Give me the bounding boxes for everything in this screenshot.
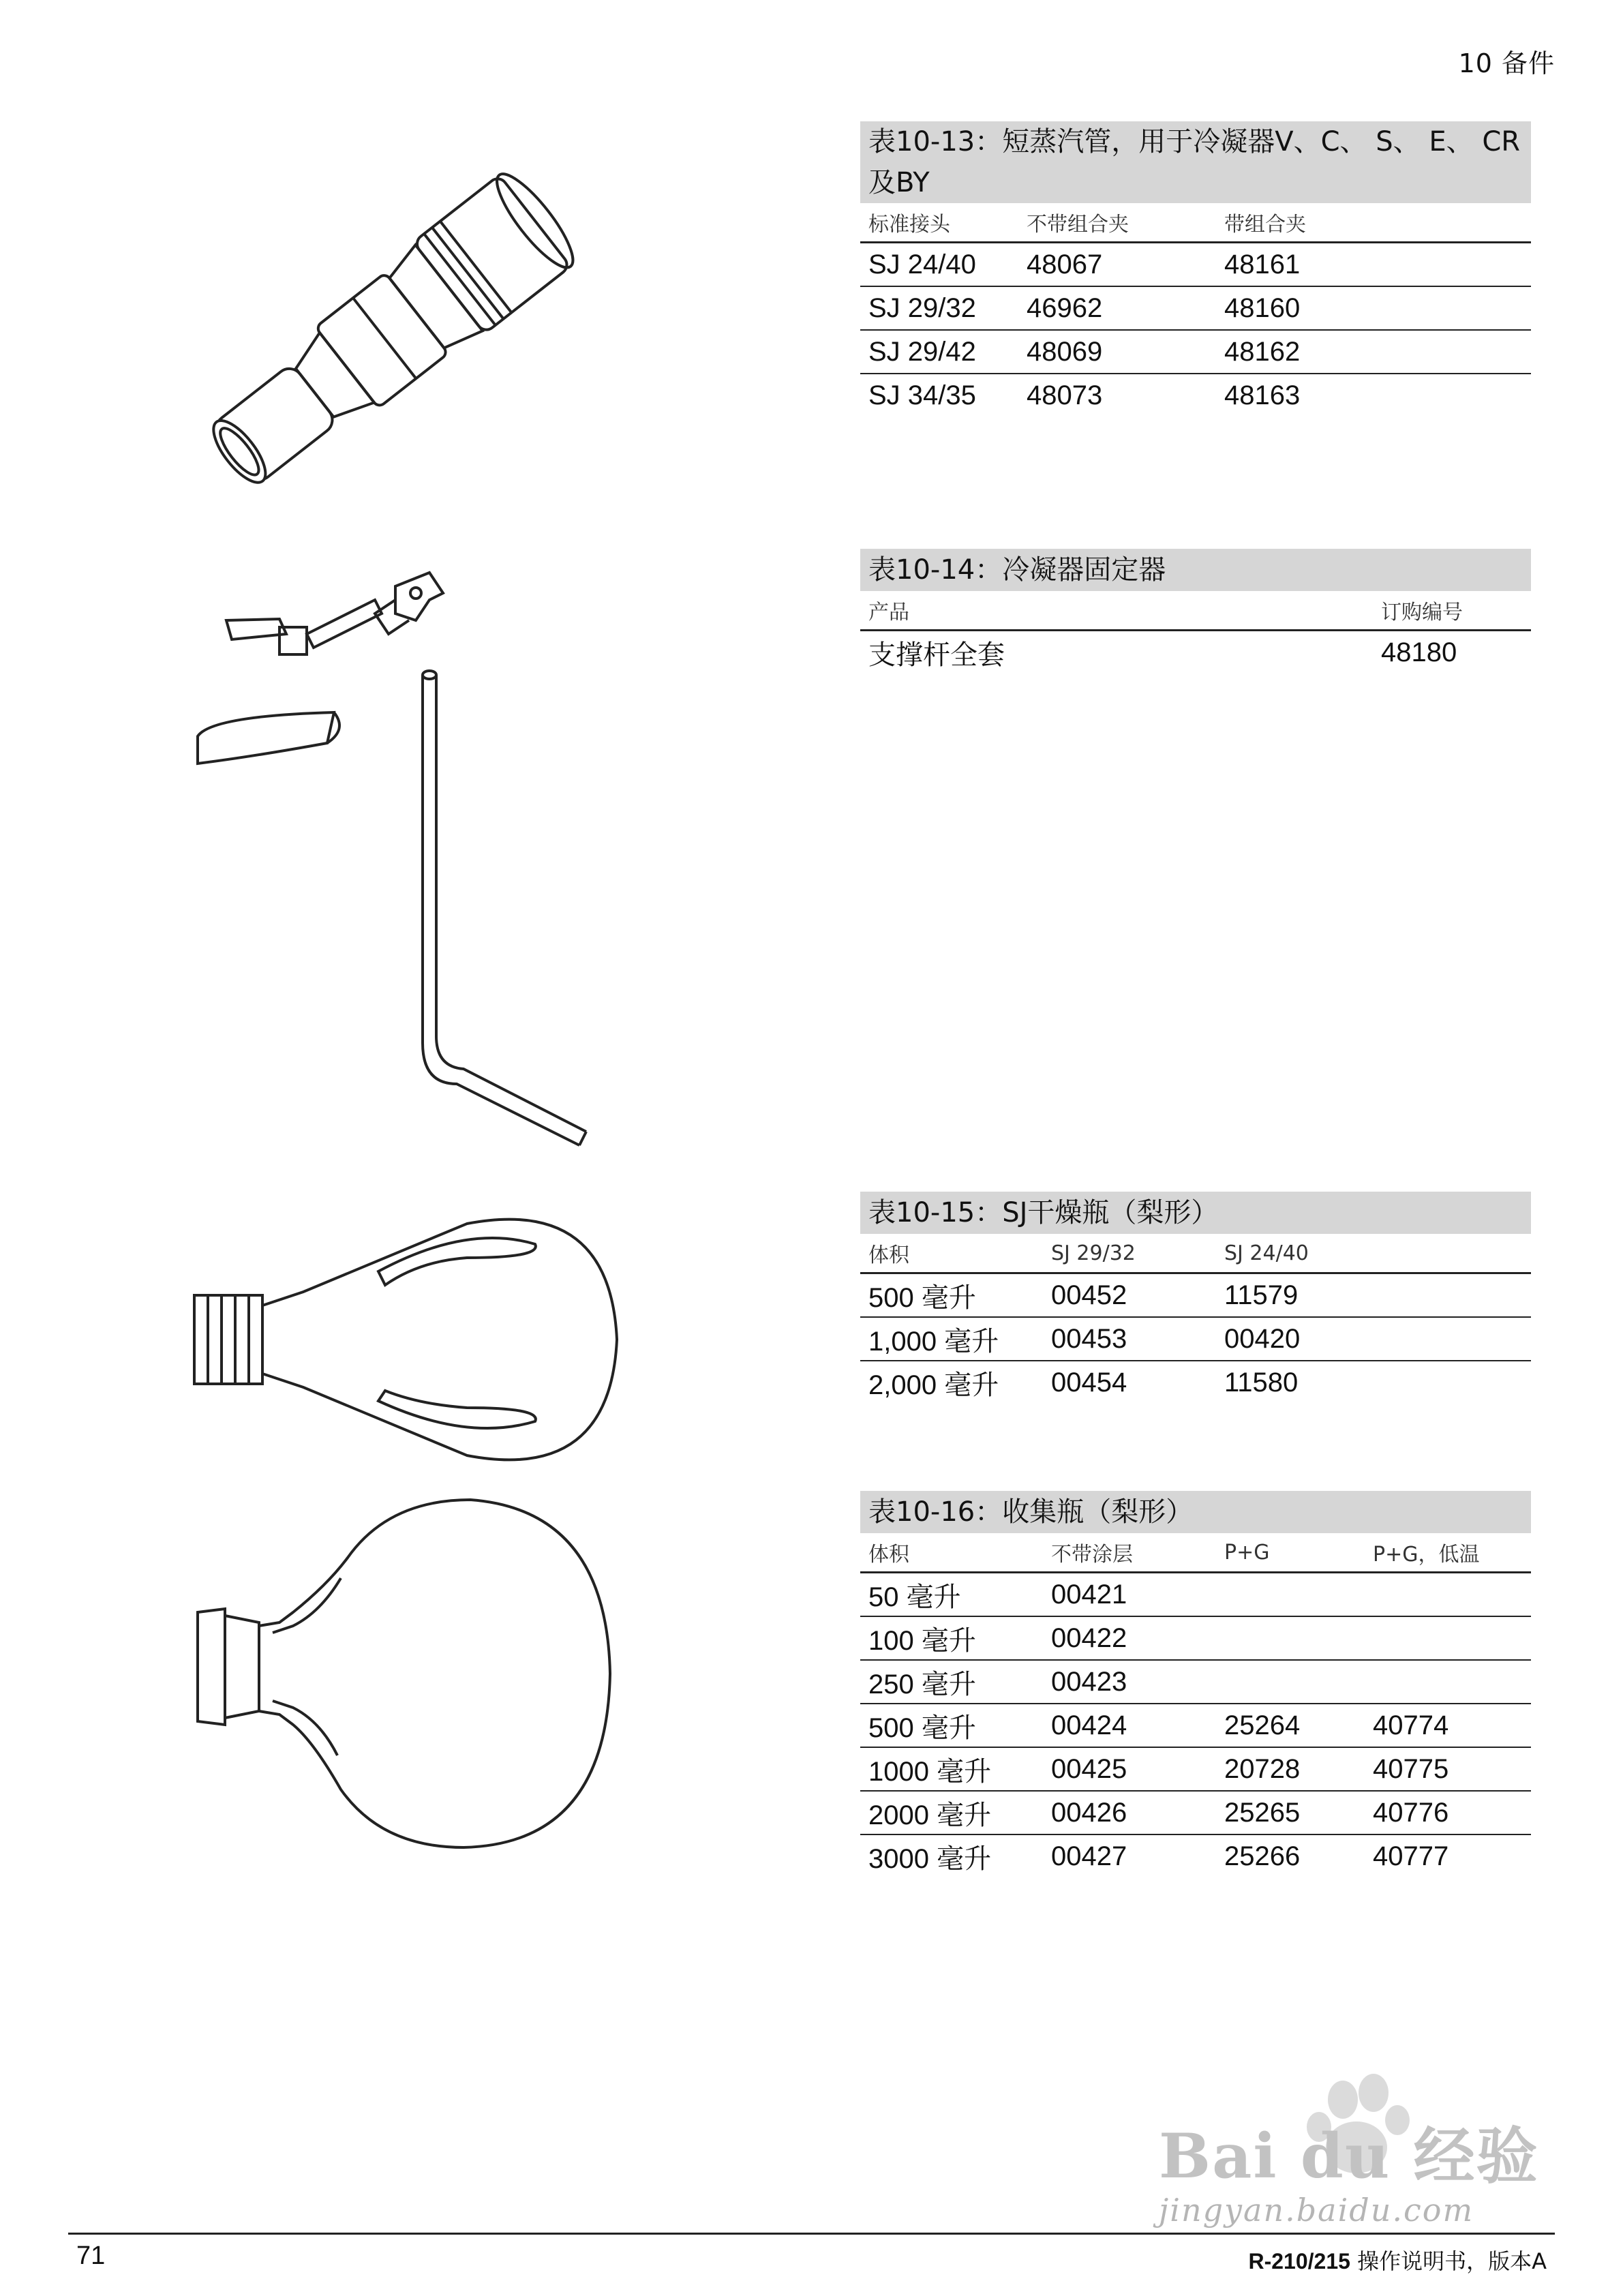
cell: SJ 29/42: [868, 336, 976, 367]
table-row: [860, 1835, 1531, 1877]
cell: 48163: [1224, 380, 1301, 410]
section-header: 10 备件: [1458, 48, 1555, 78]
cell: 3000 毫升: [868, 1843, 992, 1874]
cell: 25266: [1224, 1841, 1301, 1871]
cell: 40777: [1373, 1841, 1449, 1871]
table-10-15: [860, 1192, 1531, 1404]
table-header-row: [860, 591, 1531, 631]
table-title: 表10-13：短蒸汽管，用于冷凝器V、C、 S、 E、 CR 及BY: [860, 121, 1531, 203]
column-header: 产品: [868, 601, 909, 624]
table-10-16: [860, 1491, 1531, 1877]
cell: 46962: [1027, 292, 1103, 323]
cell: 40776: [1373, 1797, 1449, 1828]
table-row: [860, 1573, 1531, 1617]
watermark-url: jingyan.baidu.com: [1159, 2192, 1474, 2229]
steam-tube-illustration: [179, 143, 601, 525]
cell: 20728: [1224, 1753, 1301, 1784]
column-header: 体积: [868, 1243, 909, 1267]
cell: 2,000 毫升: [868, 1370, 999, 1400]
cell: 00427: [1051, 1841, 1127, 1871]
cell: 00454: [1051, 1367, 1127, 1398]
cell: 支撑杆全套: [868, 639, 1005, 670]
cell: 00422: [1051, 1622, 1127, 1653]
condenser-holder-illustration: [170, 559, 634, 1173]
column-header: 不带组合夹: [1027, 213, 1129, 237]
cell: 48073: [1027, 380, 1103, 410]
table-row: [860, 1274, 1531, 1318]
table-row: [860, 1361, 1531, 1404]
table-row: [860, 1704, 1531, 1748]
cell: SJ 29/32: [868, 292, 976, 323]
table-header-row: [860, 1234, 1531, 1274]
cell: 40775: [1373, 1753, 1449, 1784]
cell: SJ 24/40: [868, 249, 976, 280]
column-header: 带组合夹: [1224, 213, 1306, 237]
cell: 48162: [1224, 336, 1301, 367]
column-header: 订购编号: [1381, 601, 1463, 624]
cell: 48067: [1027, 249, 1103, 280]
cell: 48160: [1224, 292, 1301, 323]
table-10-13: [860, 121, 1531, 417]
cell: 25265: [1224, 1797, 1301, 1828]
cell: 48180: [1381, 637, 1457, 667]
table-header-row: [860, 1533, 1531, 1573]
table-row: [860, 331, 1531, 374]
column-header: 体积: [868, 1543, 909, 1567]
cell: 40774: [1373, 1710, 1449, 1740]
table-row: [860, 1318, 1531, 1361]
table-row: [860, 374, 1531, 417]
table-row: [860, 1617, 1531, 1661]
cell: 500 毫升: [868, 1712, 976, 1743]
cell: 00452: [1051, 1280, 1127, 1310]
cell: 00424: [1051, 1710, 1127, 1740]
cell: 1,000 毫升: [868, 1326, 999, 1357]
table-title: 表10-16：收集瓶（梨形）: [860, 1491, 1531, 1533]
table-row: [860, 1792, 1531, 1835]
table-10-14: [860, 549, 1531, 674]
table-title: 表10-14：冷凝器固定器: [860, 549, 1531, 591]
column-header: SJ 29/32: [1051, 1241, 1136, 1265]
column-header: P+G，低温: [1373, 1543, 1480, 1567]
cell: 100 毫升: [868, 1625, 976, 1656]
cell: 25264: [1224, 1710, 1301, 1740]
receiving-flask-illustration: [184, 1496, 620, 1851]
table-row: [860, 287, 1531, 331]
cell: 500 毫升: [868, 1282, 976, 1313]
document-model: R-210/215: [1248, 2249, 1350, 2274]
column-header: SJ 24/40: [1224, 1241, 1309, 1265]
cell: 00421: [1051, 1579, 1127, 1610]
table-header-row: [860, 203, 1531, 243]
table-row: [860, 1661, 1531, 1704]
drying-flask-illustration: [181, 1196, 631, 1483]
footer-divider: [68, 2233, 1555, 2235]
column-header: P+G: [1224, 1540, 1270, 1565]
cell: 00420: [1224, 1323, 1301, 1354]
cell: 1000 毫升: [868, 1756, 992, 1787]
document-title: 操作说明书，版本A: [1357, 2248, 1547, 2274]
cell: 00426: [1051, 1797, 1127, 1828]
cell: 00453: [1051, 1323, 1127, 1354]
page-number: 71: [76, 2241, 106, 2270]
watermark-brand: Bai du 经验: [1159, 2120, 1539, 2192]
cell: 250 毫升: [868, 1669, 976, 1700]
cell: 00423: [1051, 1666, 1127, 1697]
column-header: 标准接头: [868, 213, 950, 237]
table-title: 表10-15：SJ干燥瓶（梨形）: [860, 1192, 1531, 1234]
cell: 2000 毫升: [868, 1800, 992, 1830]
cell: 48161: [1224, 249, 1301, 280]
cell: 00425: [1051, 1753, 1127, 1784]
table-row: [860, 243, 1531, 287]
cell: 11580: [1224, 1367, 1299, 1398]
column-header: 不带涂层: [1051, 1543, 1133, 1567]
table-row: [860, 1748, 1531, 1792]
document-reference: [1248, 2244, 1547, 2276]
table-row: [860, 631, 1531, 674]
cell: 48069: [1027, 336, 1103, 367]
cell: 50 毫升: [868, 1582, 961, 1612]
cell: 11579: [1224, 1280, 1299, 1310]
cell: SJ 34/35: [868, 380, 976, 410]
